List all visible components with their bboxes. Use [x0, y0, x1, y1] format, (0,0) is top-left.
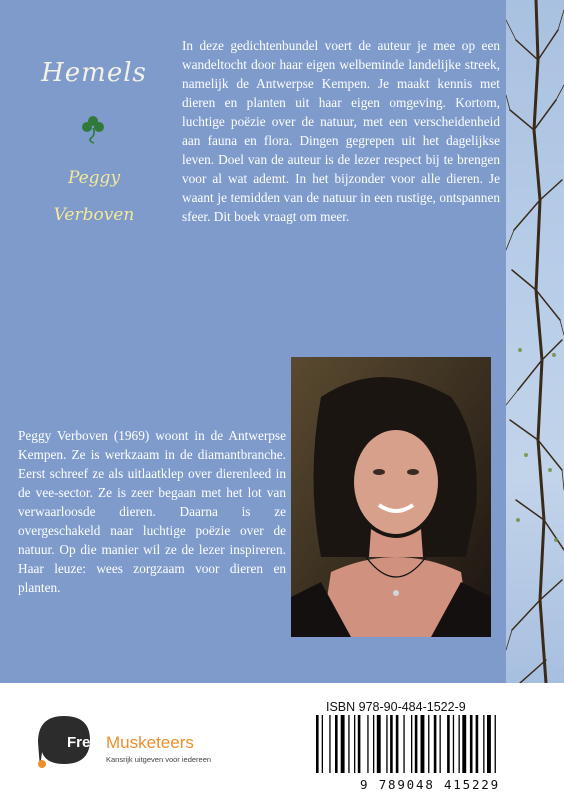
isbn-label: ISBN 978-90-484-1522-9 [326, 700, 466, 714]
author-bio: Peggy Verboven (1969) woont in de Antwerpse Kempen. Ze is werkzaam in de diamantbranche. Eerst schreef ze als uitlaatklep over dierenleed in de vee-sector. Ze is zeer begaan met het lot van verwaarloosde dieren. Daarna is ze overgeschakeld naar luchtige poëzie over de natuur. Op die manier wil ze de lezer inspireren. Haar leuze: wees zorgzaam voor dieren en planten. [18, 428, 286, 595]
author-first-name: Peggy [67, 168, 121, 188]
book-blurb: In deze gedichtenbundel voert de auteur je mee op een wandeltocht door haar eigen welbeminde landelijke streek, namelijk de Antwerpse Kempen. Je maakt kennis met dieren en planten uit haar eigen omgeving. Kortom, luchtige poëzie over de natuur, met een verscheidenheid aan fauna en flora. Dingen gegrepen uit het dagelijkse leven. Doel van de auteur is de lezer respect bij te brengen voor al wat ademt. In het bijzonder voor alle dieren. Je waant je temidden van de natuur in een rustige, ontspannen sfeer. Dit boek vraagt om meer. [182, 38, 500, 224]
publisher-tagline: Kansrijk uitgeven voor iedereen [106, 755, 212, 764]
barcode-digits: 9 789048 415229 [360, 777, 500, 792]
publisher-logo [36, 712, 236, 782]
barcode-bars [312, 715, 548, 775]
publisher-name-musketeers: Musketeers [106, 733, 194, 752]
publisher-name-free: Free [67, 734, 99, 751]
tree-branches-image [506, 0, 564, 683]
book-title: Hemels [41, 58, 147, 88]
author-last-name: Verboven [53, 205, 135, 225]
author-photo [291, 357, 491, 637]
clover-icon [80, 114, 106, 144]
